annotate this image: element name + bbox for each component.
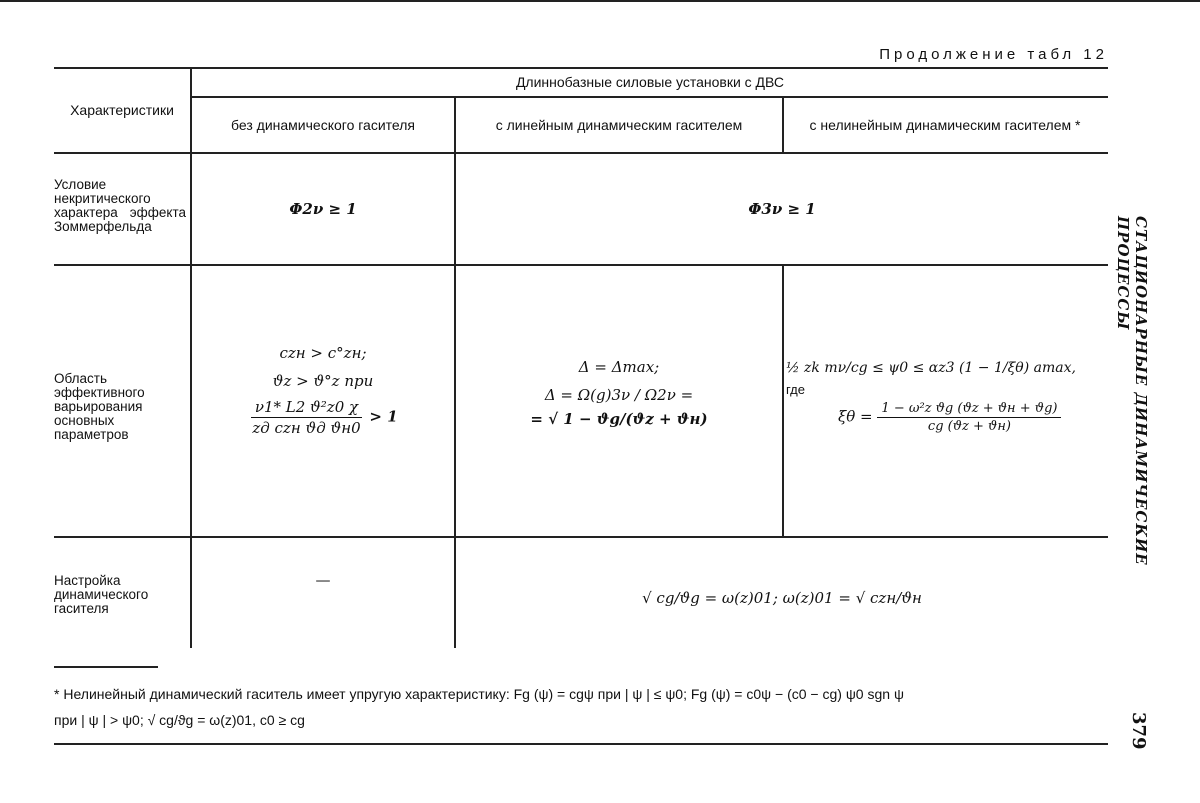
col-divider-3-row2: [782, 264, 784, 536]
header-col-linear-damper: с линейным динамическим гасителем: [495, 117, 743, 133]
row2-col3-lhs: ξθ =: [838, 407, 873, 426]
row2-col1-tail: > 1: [369, 407, 398, 426]
footnote-separator: [54, 666, 158, 668]
row2-col1-inequality: [192, 398, 454, 437]
col-divider-3-header: [782, 96, 784, 152]
row2-bottom-rule: [54, 536, 1108, 538]
row2-col3-formulas: [786, 360, 1106, 434]
row2-col2-formulas: [456, 358, 782, 428]
footnote-line1: * Нелинейный динамический гаситель имеет упругую характеристику: Fg (ψ) = cgψ при | ψ | ≤ ψ0; Fg (ψ) = c0ψ − (c0 − cg) ψ0 sgn ψ: [54, 686, 904, 702]
footnote-line2: при | ψ | > ψ0; √ cg/ϑg = ω(z)01, c0 ≥ cg: [54, 712, 305, 728]
row2-col2-line2: Δ = Ω(g)3ν / Ω2ν =: [544, 386, 694, 404]
row2-col3-where: где: [786, 382, 805, 397]
header-characteristics: Характеристики: [70, 102, 174, 118]
row1-col23-formula: Φ3ν ≥ 1: [748, 200, 816, 218]
row2-col2-line1: Δ = Δmax;: [578, 358, 660, 376]
header-col-nonlinear-damper: с нелинейным динамическим гасителем *: [809, 116, 1081, 133]
row-label-effective-area: Область эффективного варьирования основных параметров: [54, 371, 145, 442]
header-group: Длиннобазные силовые установки с ДВС: [515, 74, 785, 90]
row2-col3-xi-definition: [786, 401, 1106, 434]
row-label-sommerfeld: Условие некритического характера эффекта Зоммерфельда: [54, 177, 186, 234]
row-label-tuning: Настройка динамического гасителя: [54, 573, 149, 616]
row1-bottom-rule: [54, 264, 1108, 266]
row2-col1-formulas: [192, 344, 454, 437]
row2-col1-denominator: zд czн ϑд ϑн0: [252, 419, 361, 437]
row3-col23-formula: √ cg/ϑg = ω(z)01; ω(z)01 = √ czн/ϑн: [642, 589, 922, 607]
table-bottom-rule: [54, 743, 1108, 745]
row2-col2-line3: = √ 1 − ϑg/(ϑz + ϑн): [530, 410, 708, 428]
row2-col1-numerator: ν1* L2 ϑ²z0 χ: [251, 398, 362, 418]
continuation-title: Продолжение табл 12: [879, 46, 1108, 63]
row2-col3-denominator: cg (ϑz + ϑн): [927, 419, 1011, 434]
side-running-title: СТАЦИОНАРНЫЕ ДИНАМИЧЕСКИЕ ПРОЦЕССЫ: [1114, 216, 1150, 566]
row2-col1-line1: czн > c°zн;: [279, 344, 367, 362]
row2-col1-fraction: [248, 398, 364, 437]
row2-col3-line1: ½ zk mν/cg ≤ ψ0 ≤ αz3 (1 − 1/ξθ) amax,: [786, 360, 1076, 376]
page-top-border: [0, 0, 1200, 2]
row2-col1-line2: ϑz > ϑ°z при: [272, 372, 374, 390]
page-number: 379: [1128, 712, 1149, 750]
row2-col3-fraction: [877, 401, 1061, 434]
row3-col1-dash: —: [315, 571, 331, 589]
row1-col1-formula: Φ2ν ≥ 1: [289, 200, 357, 218]
header-col-no-damper: без динамического гасителя: [231, 117, 415, 133]
row2-col3-numerator: 1 − ω²z ϑg (ϑz + ϑн + ϑg): [877, 401, 1061, 418]
